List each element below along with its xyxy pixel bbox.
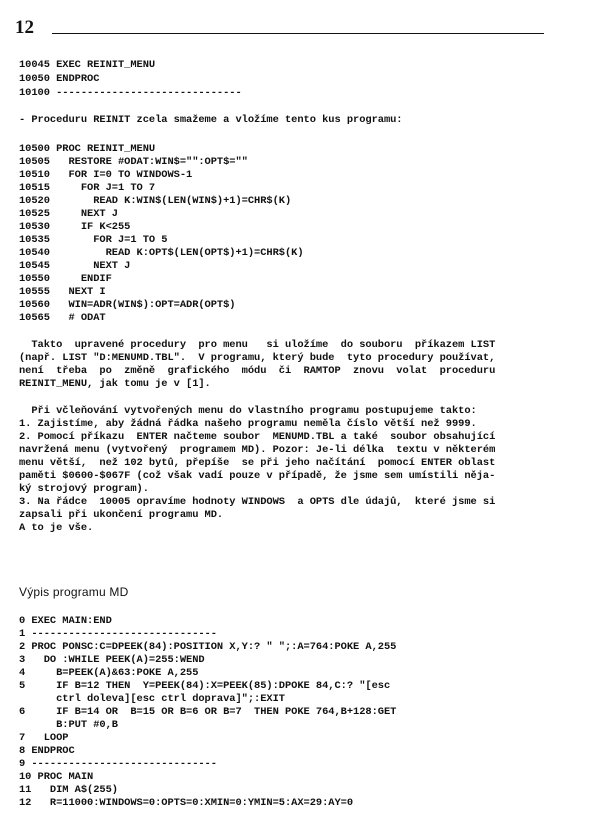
paragraph-line: Při včleňování vytvořených menu do vlastního programu postupujeme takto: — [19, 405, 477, 417]
listing-line: 12 R=11000:WINDOWS=0:OPTS=0:XMIN=0:YMIN=5:AX=29:AY=0 — [19, 797, 354, 809]
listing-line: 3 DO :WHILE PEEK(A)=255:WEND — [19, 654, 205, 666]
paragraph-line: paměti $0600-$067F (což však vadí pouze v případě, že jsme sem umístili něja- — [19, 470, 496, 482]
paragraph-line: (např. LIST "D:MENUMD.TBL". V programu, který bude tyto procedury používat, — [19, 352, 496, 364]
code-line: 10565 # ODAT — [19, 312, 106, 324]
code-line: 10520 READ K:WIN$(LEN(WIN$)+1)=CHR$(K) — [19, 195, 292, 207]
paragraph-line: REINIT_MENU, jak tomu je v [1]. — [19, 378, 211, 390]
code-line: 10540 READ K:OPT$(LEN(OPT$)+1)=CHR$(K) — [19, 247, 304, 259]
paragraph-line: ký strojový program). — [19, 483, 149, 495]
listing-line: 10 PROC MAIN — [19, 771, 94, 783]
listing-line: 9 ------------------------------ — [19, 758, 217, 770]
code-line: 10505 RESTORE #ODAT:WIN$="":OPT$="" — [19, 156, 248, 168]
listing-line: 1 ------------------------------ — [19, 628, 217, 640]
code-line: 10510 FOR I=0 TO WINDOWS-1 — [19, 169, 193, 181]
paragraph-line: navržená menu (vytvořený programem MD). Pozor: Je-li délka textu v některém — [19, 444, 496, 456]
code-line: 10045 EXEC REINIT_MENU — [19, 59, 156, 71]
section-title: Výpis programu MD — [19, 585, 129, 599]
listing-line: 5 IF B=12 THEN Y=PEEK(84):X=PEEK(85):DPOKE 84,C:? "[esc — [19, 680, 391, 692]
instruction-text: - Proceduru REINIT zcela smažeme a vložíme tento kus programu: — [19, 114, 403, 126]
code-line: 10550 ENDIF — [19, 273, 112, 285]
listing-line: 11 DIM A$(255) — [19, 784, 118, 796]
code-line: 10525 NEXT J — [19, 208, 118, 220]
paragraph-line: zapsali při ukončení programu MD. — [19, 509, 224, 521]
code-line: 10545 NEXT J — [19, 260, 131, 272]
paragraph-line: A to je vše. — [19, 522, 94, 534]
paragraph-line: 1. Zajistíme, aby žádná řádka našeho programu neměla číslo větší než 9999. — [19, 418, 477, 430]
listing-line: 7 LOOP — [19, 732, 69, 744]
listing-line: 4 B=PEEK(A)&63:POKE A,255 — [19, 667, 199, 679]
listing-line: B:PUT #0,B — [19, 719, 118, 731]
code-line: 10500 PROC REINIT_MENU — [19, 143, 156, 155]
listing-line: 8 ENDPROC — [19, 745, 75, 757]
code-line: 10050 ENDPROC — [19, 73, 100, 85]
paragraph-line: menu větší, než 102 bytů, přepíše se při jeho načítání pomocí ENTER oblast — [19, 457, 496, 469]
listing-line: 2 PROC PONSC:C=DPEEK(84):POSITION X,Y:? " ";:A=764:POKE A,255 — [19, 641, 397, 653]
paragraph-line: 3. Na řádce 10005 opravíme hodnoty WINDOWS a OPTS dle údajů, které jsme si — [19, 496, 496, 508]
code-line: 10515 FOR J=1 TO 7 — [19, 182, 156, 194]
code-line: 10535 FOR J=1 TO 5 — [19, 234, 168, 246]
paragraph-line: není třeba po změně grafického módu či RAMTOP znovu volat proceduru — [19, 365, 496, 377]
code-line: 10100 ------------------------------ — [19, 87, 242, 99]
code-line: 10530 IF K<255 — [19, 221, 131, 233]
listing-line: 6 IF B=14 OR B=15 OR B=6 OR B=7 THEN POKE 764,B+128:GET — [19, 706, 397, 718]
paragraph-line: Takto upravené procedury pro menu si uložíme do souboru příkazem LIST — [19, 339, 496, 351]
listing-line: 0 EXEC MAIN:END — [19, 615, 112, 627]
code-line: 10555 NEXT I — [19, 286, 106, 298]
header-rule — [52, 33, 544, 34]
listing-line: ctrl doleva][esc ctrl doprava]";:EXIT — [19, 693, 285, 705]
code-line: 10560 WIN=ADR(WIN$):OPT=ADR(OPT$) — [19, 299, 236, 311]
page-number: 12 — [15, 17, 34, 38]
paragraph-line: 2. Pomocí příkazu ENTER načteme soubor MENUMD.TBL a také soubor obsahující — [19, 431, 496, 443]
